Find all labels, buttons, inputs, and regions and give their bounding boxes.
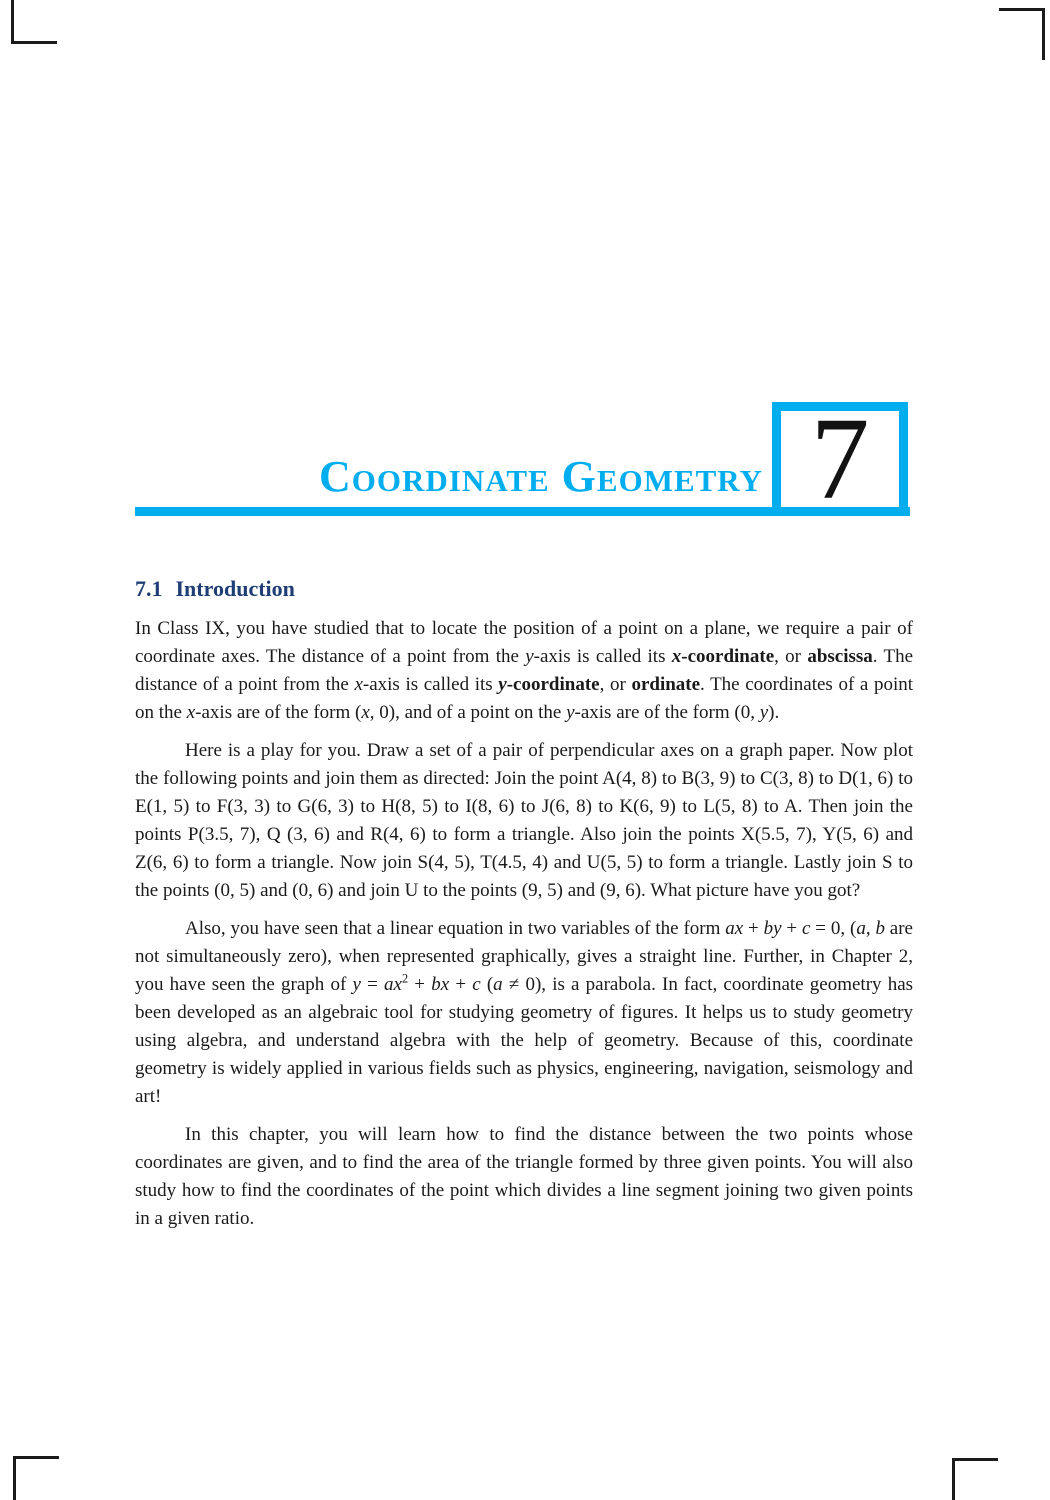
body-text (135, 615, 913, 1243)
section-heading (135, 576, 295, 602)
paragraph-play-activity: Here is a play for you. Draw a set of a pair of perpendicular axes on a graph paper. Now plot the following points and join them as directed: Join the point A(4, 8) to B(3, 9) to C(3, 8) to D(1, 6) to E(1, 5) to F(3, 3) to G(6, 3) to H(8, 5) to I(8, 6) to J(6, 8) to K(6, 9) to L(5, 8) to A. Then join the points P(3.5, 7), Q (3, 6) and R(4, 6) to form a triangle. Also join the points X(5.5, 7), Y(5, 6) and Z(6, 6) to form a triangle. Now join S(4, 5), T(4.5, 4) and U(5, 5) to form a triangle. Lastly join S to the points (0, 5) and (0, 6) and join U to the points (9, 5) and (9, 6). What picture have you got? (135, 740, 913, 901)
crop-mark-bottom-left (13, 1456, 59, 1500)
paragraph-chapter-overview: In this chapter, you will learn how to find the distance between the two points whose coordinates are given, and to find the area of the triangle formed by three given points. You will also study how to find the coordinates of the point which divides a line segment joining two given points in a given ratio. (135, 1124, 913, 1229)
section-number: 7.1 (135, 576, 163, 601)
crop-mark-top-right (999, 8, 1045, 60)
crop-mark-bottom-right (952, 1458, 998, 1500)
chapter-number-box (772, 393, 908, 524)
paragraph-linear-equation: Also, you have seen that a linear equation in two variables of the form ax + by + c = 0, (a, b are not simultaneously zero), when represented graphically, gives a straight line. Further, in Chapter 2, you have seen the graph of $y = ax^2$ + bx + c (a ≠ 0), is a parabola. In fact, coordinate geometry has been developed as an algebraic tool for studying geometry of figures. It helps us to study geometry using algebra, and understand algebra with the help of geometry. Because of this, coordinate geometry is widely applied in various fields such as physics, engineering, navigation, seismology and art! (135, 918, 914, 1107)
paragraph-intro: In Class IX, you have studied that to locate the position of a point on a plane, we require a pair of coordinate axes. The distance of a point from the y-axis is called its x-coordinate, or abscissa. The distance of a point from the x-axis is called its y-coordinate, or ordinate. The coordinates of a point on the x-axis are of the form (x, 0), and of a point on the y-axis are of the form (0, y). (135, 618, 914, 723)
crop-mark-top-left (11, 0, 57, 44)
section-title: Introduction (175, 576, 295, 601)
chapter-number: 7 (810, 393, 870, 524)
chapter-title: Coordinate Geometry (319, 452, 763, 501)
